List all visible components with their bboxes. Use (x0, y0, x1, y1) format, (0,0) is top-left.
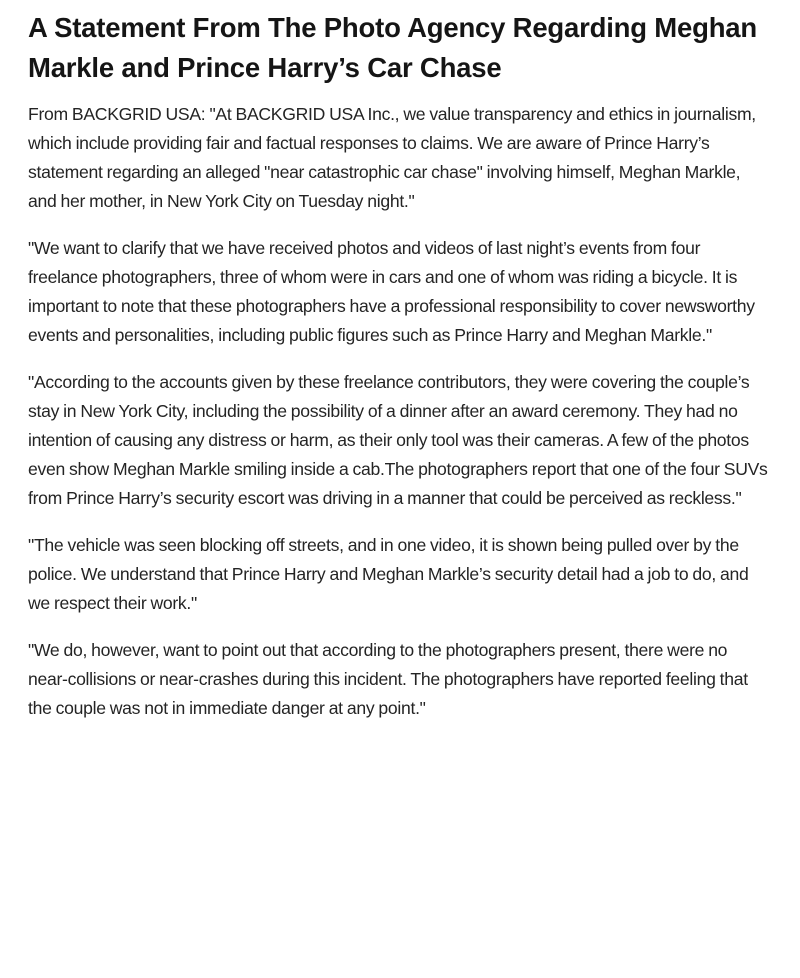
article-paragraph-1: From BACKGRID USA: "At BACKGRID USA Inc., we value transparency and ethics in journalism, which include providing fair and factual responses to claims. We are aware of Prince Harry’s statement regarding an alleged "near catastrophic car chase" involving himself, Meghan Markle, and her mother, in New York City on Tuesday night." (28, 104, 756, 211)
article (28, 8, 768, 741)
article-headline: A Statement From The Photo Agency Regarding Meghan Markle and Prince Harry’s Car Chase (28, 12, 757, 83)
article-paragraph-5: "We do, however, want to point out that according to the photographers present, there were no near-collisions or near-crashes during this incident. The photographers have reported feeling that the couple was not in immediate danger at any point." (28, 640, 748, 718)
article-paragraph-2: "We want to clarify that we have received photos and videos of last night’s events from four freelance photographers, three of whom were in cars and one of whom was riding a bicycle. It is important to note that these photographers have a professional responsibility to cover newsworthy events and personalities, including public figures such as Prince Harry and Meghan Markle." (28, 238, 755, 345)
article-paragraph-3: "According to the accounts given by these freelance contributors, they were covering the couple’s stay in New York City, including the possibility of a dinner after an award ceremony. They had no intention of causing any distress or harm, as their only tool was their cameras. A few of the photos even show Meghan Markle smiling inside a cab.The photographers report that one of the four SUVs from Prince Harry’s security escort was driving in a manner that could be perceived as reckless." (28, 372, 768, 508)
article-paragraph-4: "The vehicle was seen blocking off streets, and in one video, it is shown being pulled over by the police. We understand that Prince Harry and Meghan Markle’s security detail had a job to do, and we respect their work." (28, 535, 749, 613)
